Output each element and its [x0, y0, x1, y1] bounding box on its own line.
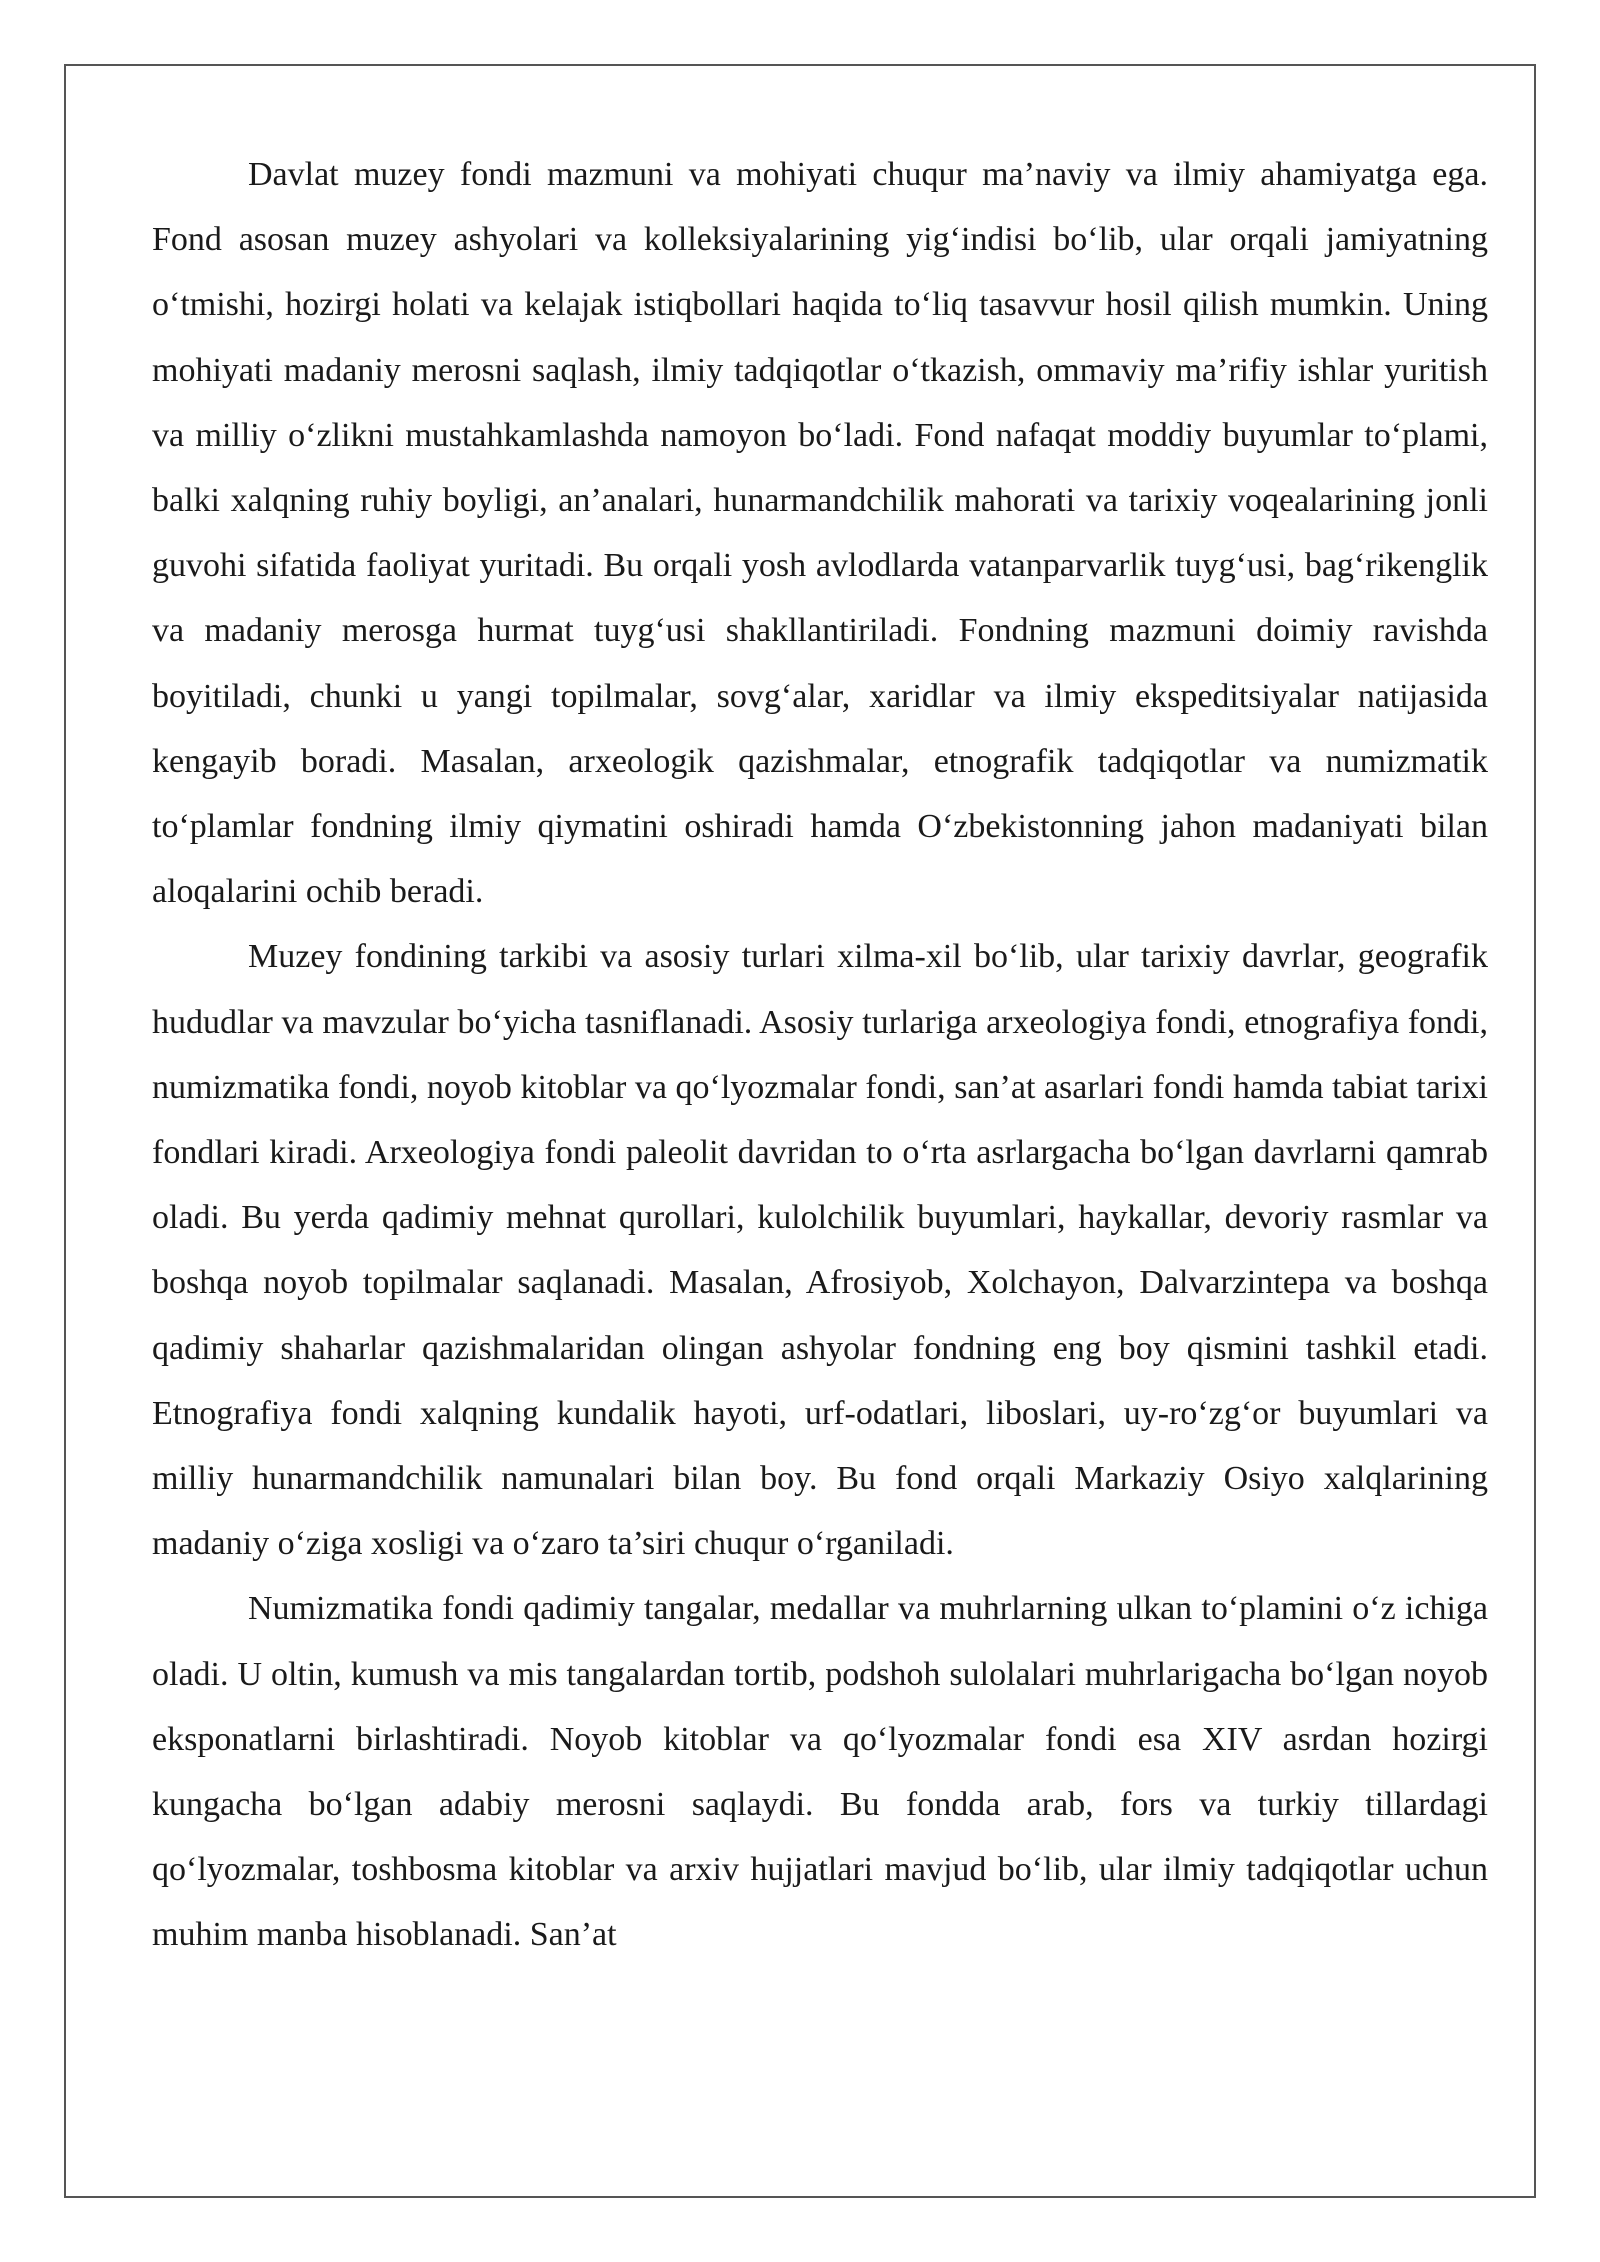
paragraph-numismatics-manuscripts: Numizmatika fondi qadimiy tangalar, medallar va muhrlarning ulkan to‘plamini o‘z ichiga oladi. U oltin, kumush va mis tangalardan tortib, podshoh sulolalari muhrlarigacha bo‘lgan noyob eksponatlarni birlashtiradi. Noyob kitoblar va qo‘lyozmalar fondi esa XIV asrdan hozirgi kungacha bo‘lgan adabiy merosni saqlaydi. Bu fondda arab, fors va turkiy tillardagi qo‘lyozmalar, toshbosma kitoblar va arxiv hujjatlari mavjud bo‘lib, ular ilmiy tadqiqotlar uchun muhim manba hisoblanadi. San’at [152, 1590, 1488, 1954]
paragraph-museum-fund-essence: Davlat muzey fondi mazmuni va mohiyati chuqur ma’naviy va ilmiy ahamiyatga ega. Fond asosan muzey ashyolari va kolleksiyalarining yig‘indisi bo‘lib, ular orqali jamiyatning o‘tmishi, hozirgi holati va kelajak istiqbollari haqida to‘liq tasavvur hosil qilish mumkin. Uning mohiyati madaniy merosni saqlash, ilmiy tadqiqotlar o‘tkazish, ommaviy ma’rifiy ishlar yuritish va milliy o‘zlikni mustahkamlashda namoyon bo‘ladi. Fond nafaqat moddiy buyumlar to‘plami, balki xalqning ruhiy boyligi, an’analari, hunarmandchilik mahorati va tarixiy voqealarining jonli guvohi sifatida faoliyat yuritadi. Bu orqali yosh avlodlarda vatanparvarlik tuyg‘usi, bag‘rikenglik va madaniy merosga hurmat tuyg‘usi shakllantiriladi. Fondning mazmuni doimiy ravishda boyitiladi, chunki u yangi topilmalar, sovg‘alar, xaridlar va ilmiy ekspeditsiyalar natijasida kengayib boradi. Masalan, arxeologik qazishmalar, etnografik tadqiqotlar va numizmatik to‘plamlar fondning ilmiy qiymatini oshiradi hamda O‘zbekistonning jahon madaniyati bilan aloqalarini ochib beradi. [152, 156, 1488, 911]
paragraph-fund-structure-types: Muzey fondining tarkibi va asosiy turlari xilma-xil bo‘lib, ular tarixiy davrlar, geografik hududlar va mavzular bo‘yicha tasniflanadi. Asosiy turlariga arxeologiya fondi, etnografiya fondi, numizmatika fondi, noyob kitoblar va qo‘lyozmalar fondi, san’at asarlari fondi hamda tabiat tarixi fondlari kiradi. Arxeologiya fondi paleolit davridan to o‘rta asrlargacha bo‘lgan davrlarni qamrab oladi. Bu yerda qadimiy mehnat qurollari, kulolchilik buyumlari, haykallar, devoriy rasmlar va boshqa noyob topilmalar saqlanadi. Masalan, Afrosiyob, Xolchayon, Dalvarzintepa va boshqa qadimiy shaharlar qazishmalaridan olingan ashyolar fondning eng boy qismini tashkil etadi. Etnografiya fondi xalqning kundalik hayoti, urf-odatlari, liboslari, uy-ro‘zg‘or buyumlari va milliy hunarmandchilik namunalari bilan boy. Bu fond orqali Markaziy Osiyo xalqlarining madaniy o‘ziga xosligi va o‘zaro ta’siri chuqur o‘rganiladi. [152, 938, 1488, 1563]
document-body [152, 142, 1488, 1968]
